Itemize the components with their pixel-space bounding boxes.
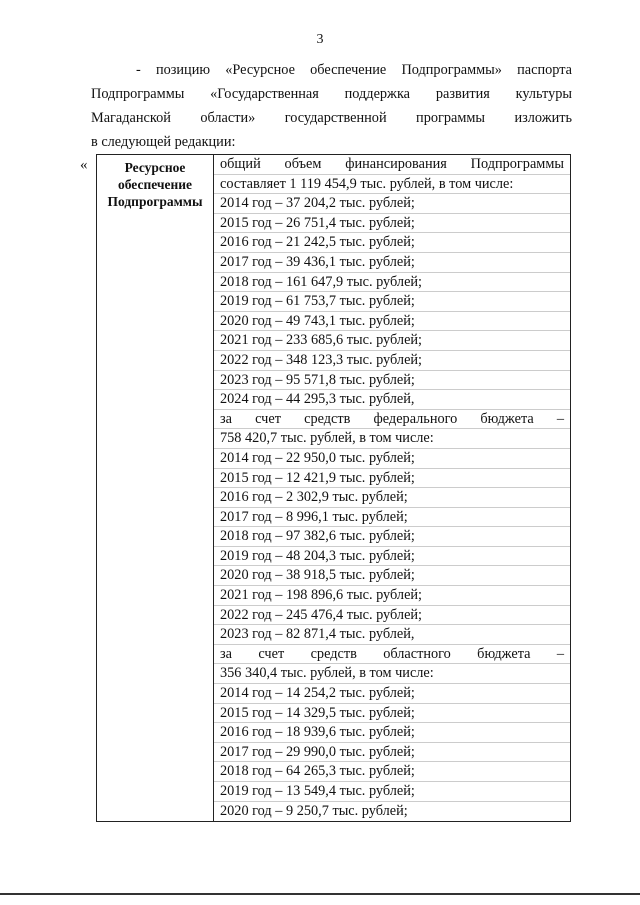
content-line: 2019 год – 61 753,7 тыс. рублей;	[214, 292, 570, 312]
content-line: 2018 год – 161 647,9 тыс. рублей;	[214, 273, 570, 293]
content-line: 758 420,7 тыс. рублей, в том числе:	[214, 429, 570, 449]
content-line: 2015 год – 12 421,9 тыс. рублей;	[214, 469, 570, 489]
content-line: 2014 год – 14 254,2 тыс. рублей;	[214, 684, 570, 704]
content-line: 2020 год – 49 743,1 тыс. рублей;	[214, 312, 570, 332]
row-label-cell	[97, 155, 214, 822]
content-line: общий объем финансирования Подпрограммы	[214, 155, 570, 175]
content-line: 2018 год – 97 382,6 тыс. рублей;	[214, 527, 570, 547]
content-line: 2016 год – 21 242,5 тыс. рублей;	[214, 233, 570, 253]
row-content-cell	[214, 155, 571, 822]
opening-quote-mark: «	[80, 157, 88, 173]
resource-table	[96, 154, 571, 822]
content-line: 2021 год – 233 685,6 тыс. рублей;	[214, 331, 570, 351]
content-line: за счет средств федерального бюджета –	[214, 410, 570, 430]
intro-line: - позицию «Ресурсное обеспечение Подпрограммы» паспорта	[136, 62, 572, 78]
content-line: 2023 год – 95 571,8 тыс. рублей;	[214, 371, 570, 391]
content-line: 2018 год – 64 265,3 тыс. рублей;	[214, 762, 570, 782]
content-line: 2015 год – 26 751,4 тыс. рублей;	[214, 214, 570, 234]
content-line: 2015 год – 14 329,5 тыс. рублей;	[214, 704, 570, 724]
content-line: 2016 год – 18 939,6 тыс. рублей;	[214, 723, 570, 743]
content-line: 356 340,4 тыс. рублей, в том числе:	[214, 664, 570, 684]
content-line: 2020 год – 38 918,5 тыс. рублей;	[214, 566, 570, 586]
content-line: 2014 год – 37 204,2 тыс. рублей;	[214, 194, 570, 214]
table-row	[97, 155, 571, 822]
intro-line: Магаданской области» государственной программы изложить	[91, 110, 572, 126]
row-label-line: обеспечение	[117, 177, 193, 192]
page-number: 3	[316, 32, 324, 47]
content-line: 2016 год – 2 302,9 тыс. рублей;	[214, 488, 570, 508]
content-line: 2017 год – 8 996,1 тыс. рублей;	[214, 508, 570, 528]
intro-line: в следующей редакции:	[91, 134, 236, 150]
intro-paragraph	[91, 58, 572, 154]
row-label-line: Подпрограммы	[107, 194, 203, 209]
content-line: 2017 год – 39 436,1 тыс. рублей;	[214, 253, 570, 273]
content-line: составляет 1 119 454,9 тыс. рублей, в том числе:	[214, 175, 570, 195]
content-line: 2023 год – 82 871,4 тыс. рублей,	[214, 625, 570, 645]
intro-line: Подпрограммы «Государственная поддержка развития культуры	[91, 86, 572, 102]
content-line: 2020 год – 9 250,7 тыс. рублей;	[220, 802, 408, 819]
content-line: 2024 год – 44 295,3 тыс. рублей,	[214, 390, 570, 410]
row-label-line: Ресурсное	[124, 160, 186, 175]
content-line: 2022 год – 348 123,3 тыс. рублей;	[214, 351, 570, 371]
content-line: 2019 год – 48 204,3 тыс. рублей;	[214, 547, 570, 567]
content-line: 2021 год – 198 896,6 тыс. рублей;	[214, 586, 570, 606]
content-line: 2019 год – 13 549,4 тыс. рублей;	[214, 782, 570, 802]
content-line: 2014 год – 22 950,0 тыс. рублей;	[214, 449, 570, 469]
content-line: 2017 год – 29 990,0 тыс. рублей;	[214, 743, 570, 763]
content-line: 2022 год – 245 476,4 тыс. рублей;	[214, 606, 570, 626]
page-bottom-rule	[0, 893, 640, 895]
content-line: за счет средств областного бюджета –	[214, 645, 570, 665]
